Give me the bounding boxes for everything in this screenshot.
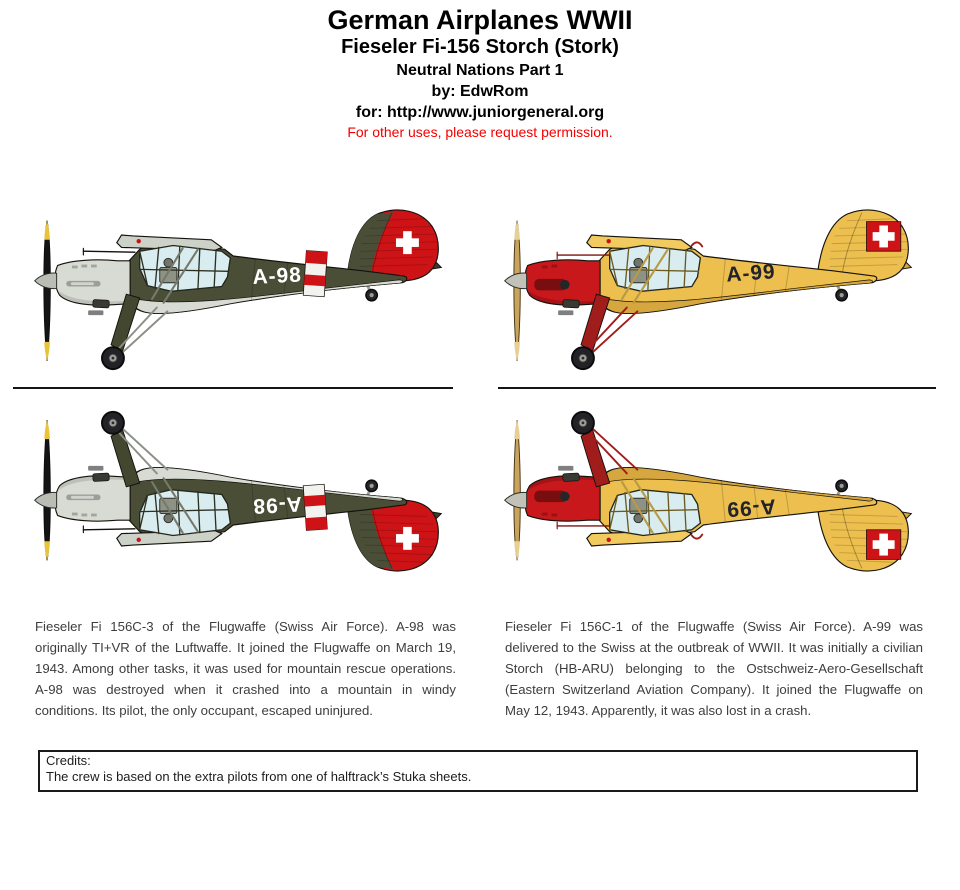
- plane-a99-inverted: [498, 398, 918, 589]
- aircraft-code: A-99: [725, 494, 777, 521]
- aircraft-code: A-98: [251, 491, 303, 518]
- author-line: by: EdwRom: [431, 83, 529, 100]
- plane-a99-upright: [498, 192, 918, 383]
- fold-line-right: [498, 387, 936, 389]
- page-subtitle: Fieseler Fi-156 Storch (Stork): [341, 36, 619, 58]
- plane-a98-code-layer: [28, 192, 448, 383]
- page-title: German Airplanes WWII: [327, 5, 633, 35]
- series-line: Neutral Nations Part 1: [396, 62, 564, 79]
- credits-text: The crew is based on the extra pilots from one of halftrack’s Stuka sheets.: [46, 769, 472, 784]
- credits-box: [38, 750, 918, 792]
- aircraft-code: A-99: [725, 260, 777, 287]
- site-line: for: http://www.juniorgeneral.org: [355, 104, 605, 121]
- plane-a98-inverted: [28, 398, 448, 589]
- plane-a98-upright: [28, 192, 448, 383]
- permission-notice: For other uses, please request permission.: [347, 124, 613, 140]
- plane-a98-code-layer-flipped: [28, 398, 448, 589]
- caption-a99: Fieseler Fi 156C-1 of the Flugwaffe (Swiss Air Force). A-99 was delivered to the Swiss at the outbreak of WWII. It was initially a civilian Storch (HB-ARU) belonging to the Ostschweiz-Aero-Gesellschaft (Eastern Switzerland Aviation Company). It joined the Flugwaffe on May 12, 1943. Apparently, it was also lost in a crash.: [505, 619, 923, 718]
- plane-a99-code-layer: [498, 192, 918, 383]
- aircraft-code: A-98: [251, 263, 303, 290]
- caption-a98: Fieseler Fi 156C-3 of the Flugwaffe (Swiss Air Force). A-98 was originally TI+VR of the Luftwaffe. It joined the Flugwaffe on March 19, 1943. Among other tasks, it was used for mountain rescue operations. A-98 was destroyed when it crashed into a mountain in windy conditions. Its pilot, the only occupant, escaped uninjured.: [35, 619, 456, 718]
- fold-line-left: [13, 387, 453, 389]
- plane-a99-code-layer-flipped: [498, 398, 918, 589]
- sheet-header: [0, 6, 960, 142]
- credits-label: Credits:: [46, 753, 91, 768]
